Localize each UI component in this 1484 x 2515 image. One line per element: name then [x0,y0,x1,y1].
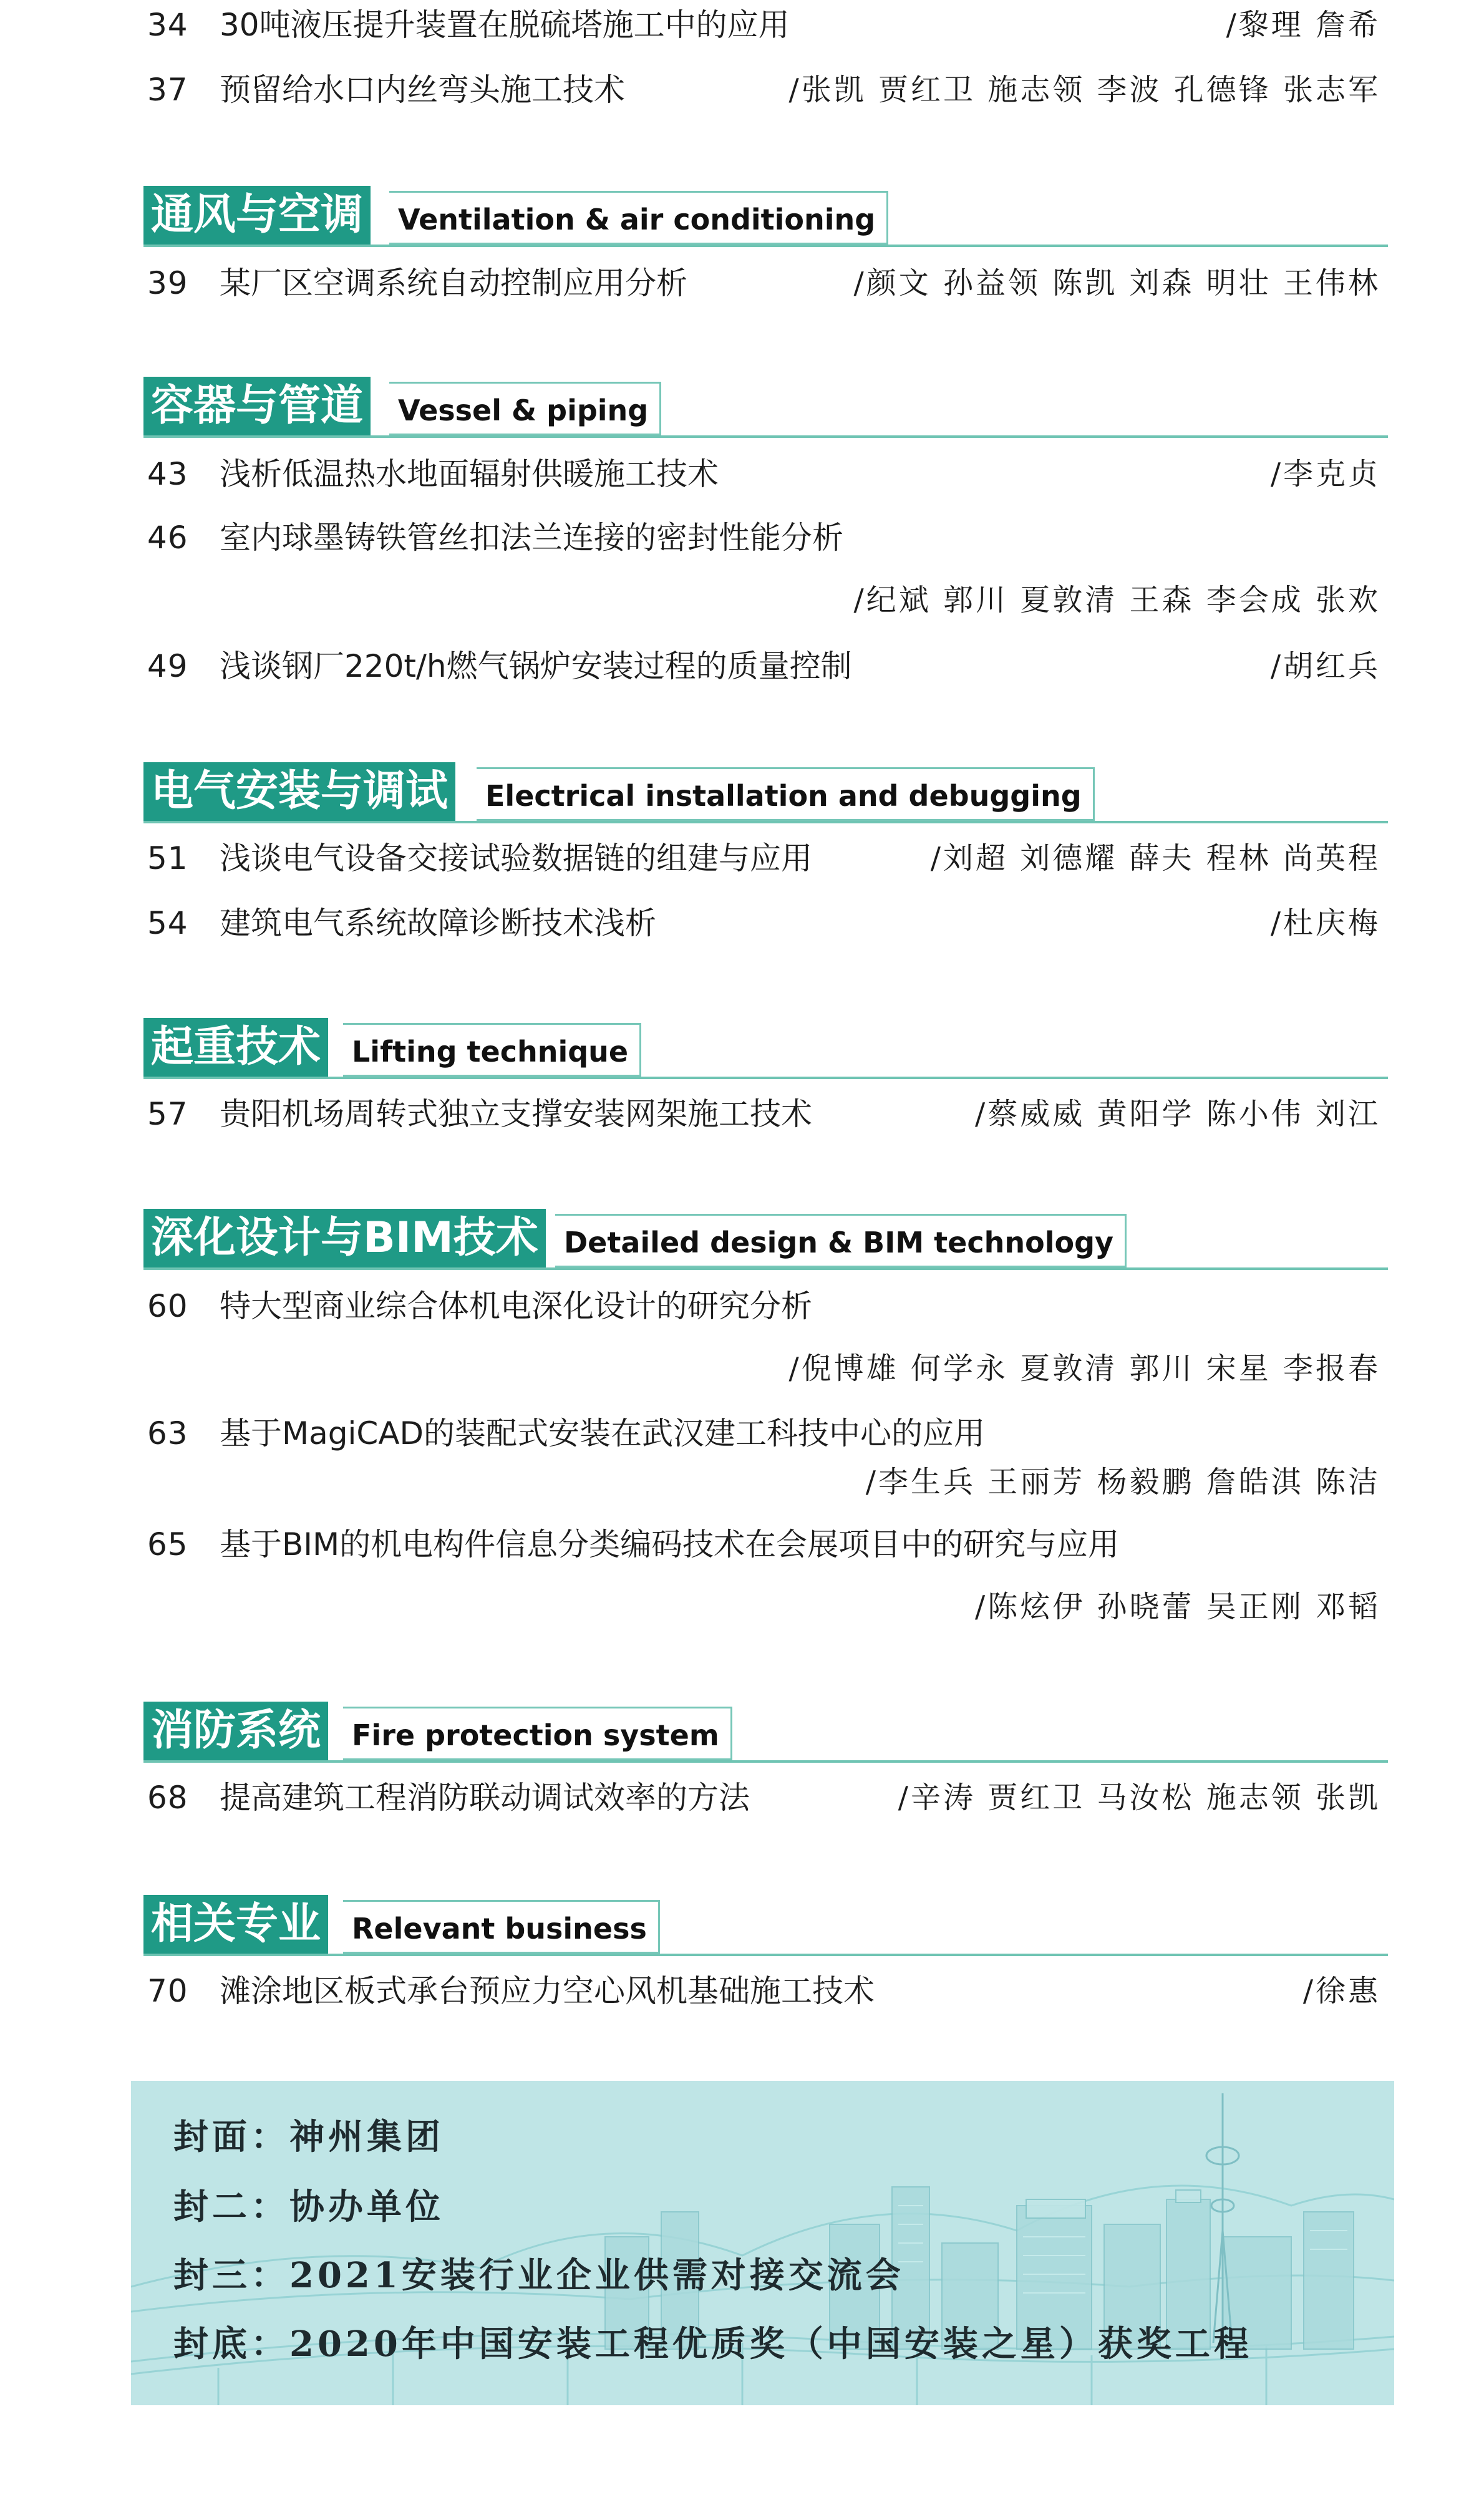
section-header-electrical [143,762,1388,837]
page-number: 70 [147,1973,188,2009]
cover-credits-box [131,2081,1394,2405]
article-title: 基于MagiCAD的装配式安装在武汉建工科技中心的应用 [220,1415,986,1451]
section-header-vessel [143,377,1388,452]
article-authors: /杜庆梅 [1270,906,1380,941]
section-title-cn: 相关专业 [143,1895,328,1954]
article-authors: /张凯 贾红卫 施志领 李波 孔德锋 张志军 [788,72,1380,107]
section-title-en: Detailed design & BIM technology [555,1214,1127,1267]
toc-entry[interactable] [0,898,1484,948]
article-authors: /倪博雄 何学永 夏敦清 郭川 宋星 李报春 [788,1351,1380,1386]
section-header-lifting [143,1018,1388,1093]
article-authors: /胡红兵 [1270,649,1380,684]
section-rule [143,435,1388,438]
article-title: 浅谈电气设备交接试验数据链的组建与应用 [220,840,812,876]
article-authors: /李生兵 王丽芳 杨毅鹏 詹皓淇 陈洁 [865,1465,1380,1500]
article-title: 预留给水口内丝弯头施工技术 [220,72,625,108]
page-number: 37 [147,72,188,108]
section-header-fire [143,1702,1388,1776]
article-title: 浅析低温热水地面辐射供暖施工技术 [220,456,719,492]
page-number: 65 [147,1526,188,1563]
article-title: 某厂区空调系统自动控制应用分析 [220,265,687,301]
section-title-en: Fire protection system [343,1707,732,1760]
page-number: 46 [147,520,188,556]
article-title: 基于BIM的机电构件信息分类编码技术在会展项目中的研究与应用 [220,1526,1120,1563]
article-authors: /纪斌 郭川 夏敦清 王森 李会成 张欢 [853,583,1380,618]
section-title-en: Lifting technique [343,1023,641,1077]
section-title-en: Ventilation & air conditioning [389,191,888,245]
page-number: 60 [147,1288,188,1324]
page-number: 43 [147,456,188,492]
toc-entry[interactable] [0,258,1484,308]
page-number: 68 [147,1780,188,1816]
page-number: 63 [147,1415,188,1451]
toc-entry[interactable] [0,1089,1484,1139]
section-title-en: Relevant business [343,1900,660,1954]
page-number: 57 [147,1096,188,1132]
section-header-bim [143,1209,1388,1284]
article-title: 浅谈钢厂220t/h燃气锅炉安装过程的质量控制 [220,648,852,684]
section-header-hvac [143,186,1388,261]
section-rule [143,1954,1388,1956]
section-title-cn: 电气安装与调试 [143,762,455,821]
section-header-relevant [143,1895,1388,1970]
toc-entry[interactable] [0,513,1484,625]
page-number: 49 [147,648,188,684]
toc-entry[interactable] [0,1773,1484,1823]
section-title-cn: 通风与空调 [143,186,371,245]
article-authors: /李克贞 [1270,457,1380,492]
toc-entry[interactable] [0,1966,1484,2016]
toc-entry[interactable] [0,1519,1484,1632]
article-authors: /徐惠 [1302,1974,1380,2009]
cover-front-credit: 封面：神州集团 [173,2116,444,2158]
article-title: 提高建筑工程消防联动调试效率的方法 [220,1780,750,1816]
toc-entry[interactable] [0,0,1484,50]
article-authors: /黎理 詹希 [1226,7,1380,42]
section-title-cn: 深化设计与BIM技术 [143,1209,546,1267]
article-authors: /刘超 刘德耀 薛夫 程林 尚英程 [930,841,1380,876]
section-title-en: Electrical installation and debugging [477,767,1095,821]
article-authors: /颜文 孙益领 陈凯 刘森 明壮 王伟林 [853,266,1380,301]
page-number: 54 [147,905,188,941]
section-title-cn: 起重技术 [143,1018,328,1077]
article-authors: /蔡威威 黄阳学 陈小伟 刘江 [975,1097,1380,1132]
toc-entry[interactable] [0,833,1484,883]
toc-entry[interactable] [0,1281,1484,1393]
toc-entry[interactable] [0,449,1484,499]
cover-inside-back-credit: 封三：2021安装行业企业供需对接交流会 [173,2255,904,2296]
article-title: 建筑电气系统故障诊断技术浅析 [220,905,656,941]
toc-entry[interactable] [0,641,1484,691]
page-number: 34 [147,7,188,43]
section-title-en: Vessel & piping [389,382,661,435]
article-title: 滩涂地区板式承台预应力空心风机基础施工技术 [220,1973,875,2009]
article-title: 30吨液压提升装置在脱硫塔施工中的应用 [220,7,790,43]
section-rule [143,1077,1388,1079]
article-title: 贵阳机场周转式独立支撑安装网架施工技术 [220,1096,812,1132]
cover-back-credit: 封底：2020年中国安装工程优质奖（中国安装之星）获奖工程 [173,2324,1253,2365]
section-title-cn: 容器与管道 [143,377,371,435]
section-rule [143,1760,1388,1763]
article-authors: /辛涛 贾红卫 马汝松 施志领 张凯 [898,1780,1380,1815]
section-title-cn: 消防系统 [143,1702,328,1760]
toc-entry[interactable] [0,65,1484,115]
article-authors: /陈炫伊 孙晓蕾 吴正刚 邓韬 [975,1589,1380,1624]
page-number: 51 [147,840,188,876]
article-title: 特大型商业综合体机电深化设计的研究分析 [220,1288,812,1324]
article-title: 室内球墨铸铁管丝扣法兰连接的密封性能分析 [220,520,843,556]
toc-entry[interactable] [0,1408,1484,1521]
page-number: 39 [147,265,188,301]
cover-inside-front-credit: 封二：协办单位 [173,2186,444,2227]
